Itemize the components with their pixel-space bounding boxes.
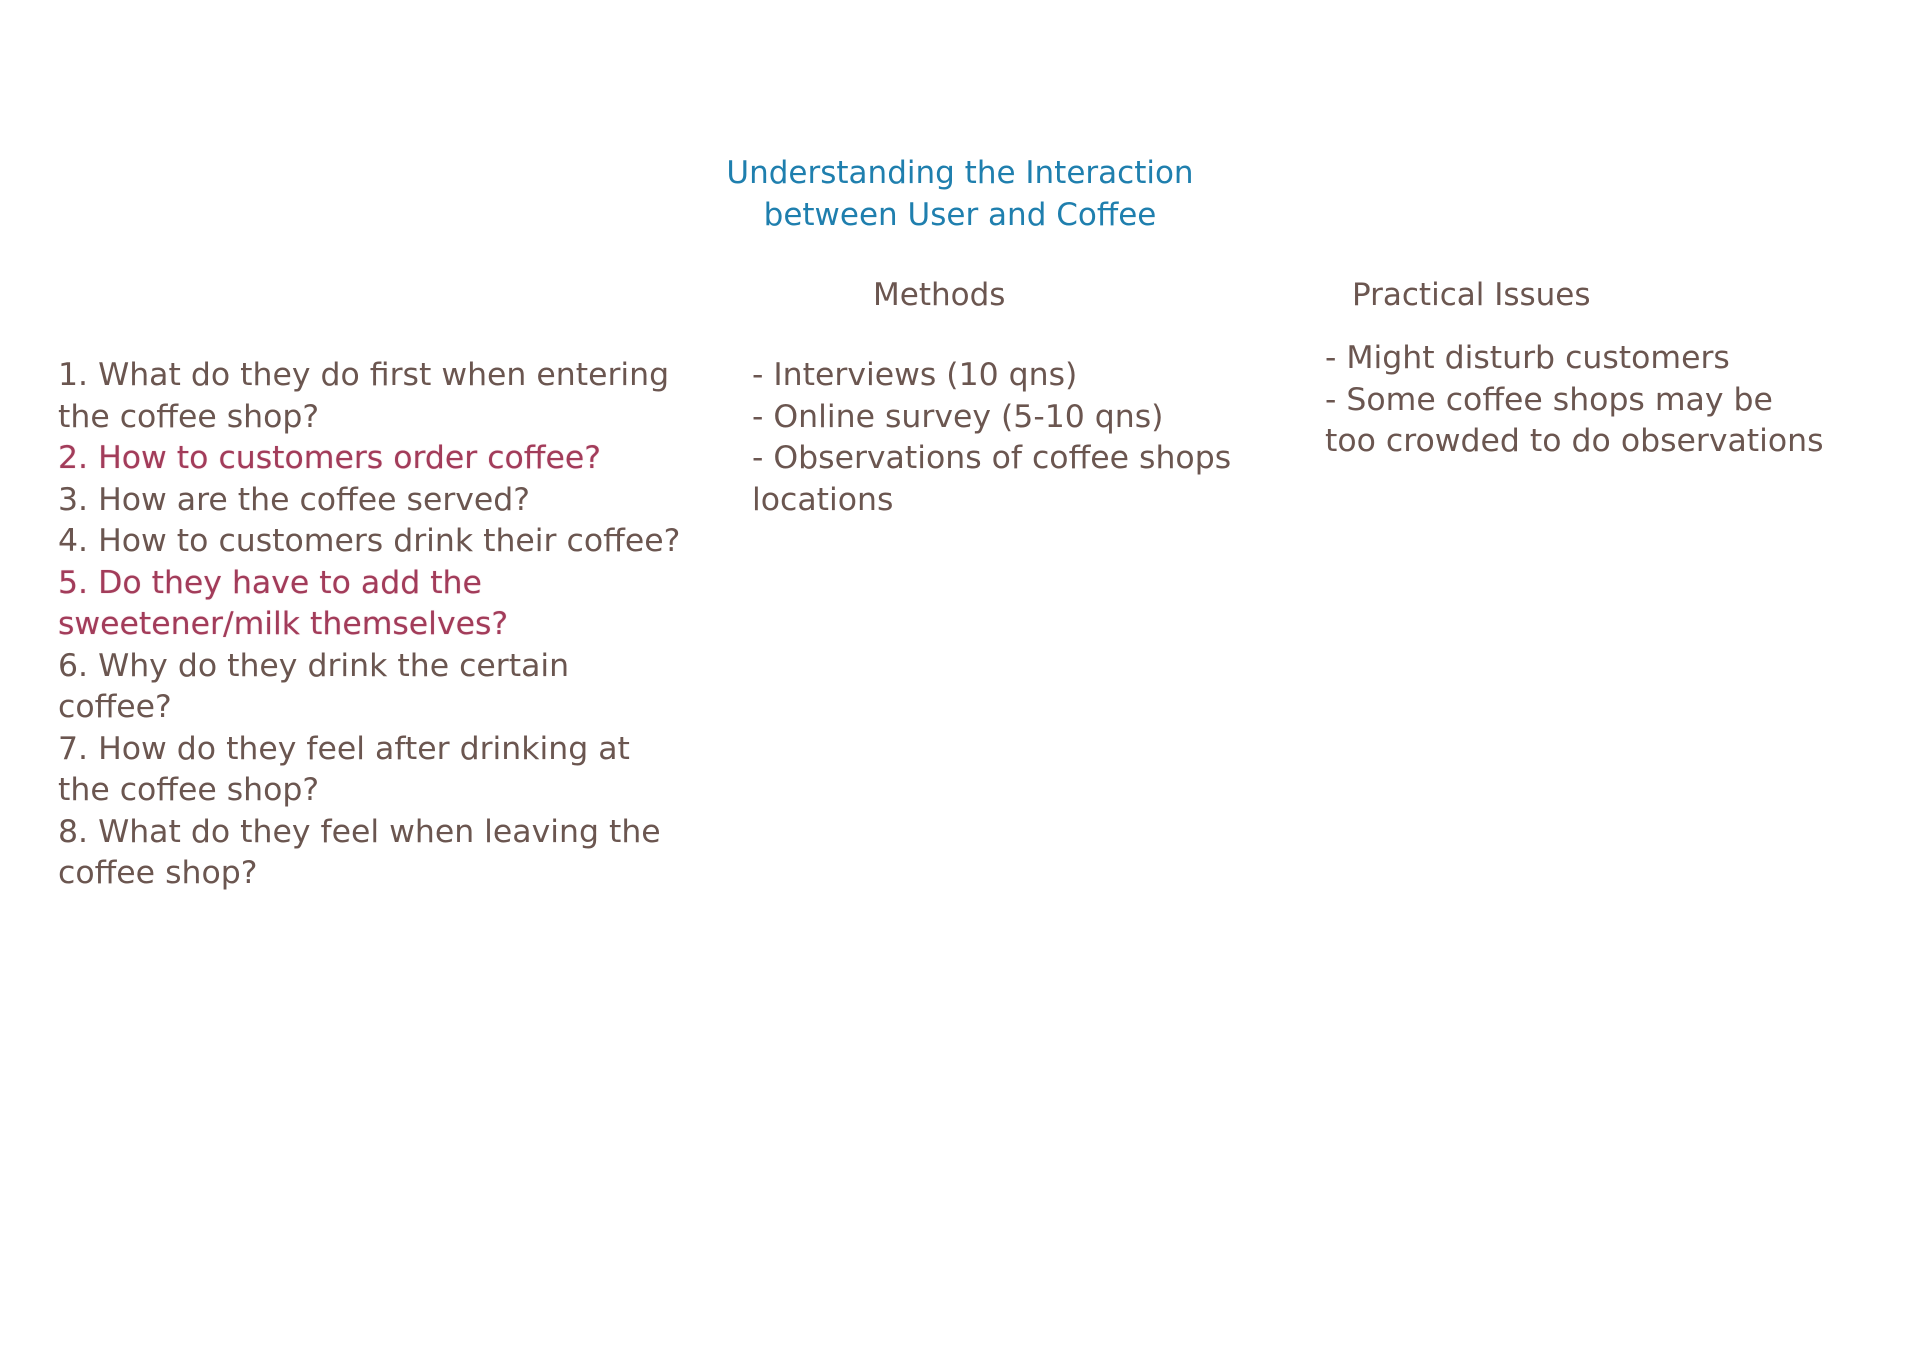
question-line: 7. How do they feel after drinking at (58, 730, 630, 767)
methods-heading: Methods (873, 277, 1006, 313)
question-line: the coffee shop? (58, 772, 320, 808)
research-questions-list (58, 355, 698, 895)
question-line: 1. What do they do first when entering (58, 357, 670, 393)
question-item (58, 812, 698, 895)
issue-line: too crowded to do observations (1325, 423, 1824, 459)
question-line: the coffee shop? (58, 398, 320, 435)
practical-issues-heading: Practical Issues (1352, 277, 1591, 313)
issue-item (1325, 380, 1865, 463)
issue-line: - Some coffee shops may be (1325, 381, 1773, 418)
question-line: 3. How are the coffee served? (58, 481, 531, 518)
method-line: - Online survey (5-10 qns) (752, 398, 1164, 435)
title-line-1: Understanding the Interaction (726, 155, 1194, 191)
question-item-highlighted (58, 438, 698, 480)
method-item (752, 438, 1312, 521)
method-line: - Observations of coffee shops (752, 440, 1232, 476)
issue-line: - Might disturb customers (1325, 340, 1730, 376)
question-item (58, 646, 698, 729)
question-item (58, 480, 698, 522)
question-item (58, 355, 698, 438)
methods-list (752, 355, 1312, 521)
question-line: sweetener/milk themselves? (58, 606, 509, 642)
page-title (700, 152, 1220, 236)
method-item (752, 397, 1312, 439)
method-line: locations (752, 481, 894, 518)
title-line-2: between User and Coffee (763, 197, 1157, 233)
question-item (58, 729, 698, 812)
method-item (752, 355, 1312, 397)
question-line: 8. What do they feel when leaving the (58, 813, 661, 850)
question-line: 2. How to customers order coffee? (58, 440, 601, 476)
question-line: 5. Do they have to add the (58, 564, 482, 601)
practical-issues-list (1325, 338, 1865, 463)
question-line: coffee? (58, 689, 172, 725)
method-line: - Interviews (10 qns) (752, 357, 1078, 393)
question-line: coffee shop? (58, 855, 258, 891)
question-line: 4. How to customers drink their coffee? (58, 523, 681, 559)
question-item (58, 521, 698, 563)
issue-item (1325, 338, 1865, 380)
question-item-highlighted (58, 563, 698, 646)
question-line: 6. Why do they drink the certain (58, 647, 570, 684)
